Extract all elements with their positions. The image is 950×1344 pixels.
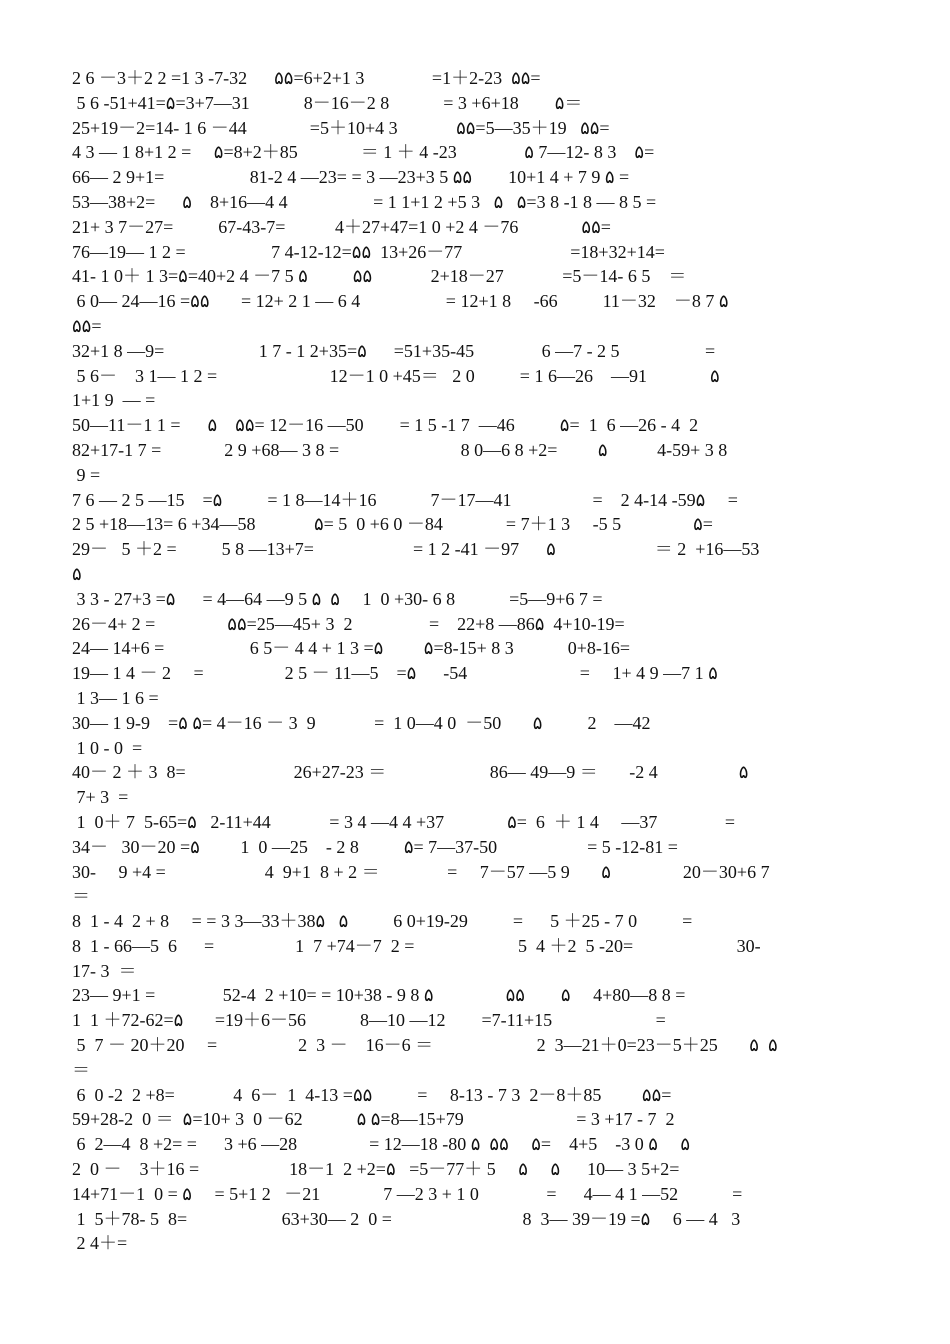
- line: 1 0＋ 7 5-65=۵ 2-11+44 = 3 4 —4 4 +37 ۵= 6 ＋ 1 4 —37 =: [72, 811, 736, 832]
- line: 7+ 3 =: [72, 787, 129, 808]
- line: 1+1 9 — =: [72, 390, 156, 411]
- line: 5 6 -51+41=۵=3+7—31 8－16－2 8 = 3 +6+18 ۵＝: [72, 92, 583, 113]
- line: 76—19— 1 2 = 7 4-12-12=۵۵ 13+26－77 =18+32+14=: [72, 241, 665, 262]
- line: 21+ 3 7－27= 67-43-7= 4＋27+47=1 0 +2 4 －76 ۵۵=: [72, 216, 611, 237]
- line: 8 1 - 66—5 6 = 1 7 +74－7 2 = 5 4 ＋2 5 -20= 30-: [72, 935, 761, 956]
- line: 1 3— 1 6 =: [72, 687, 159, 708]
- line: 2 5 +18—13= 6 +34—58 ۵= 5 0 +6 0 －84 = 7＋1 3 -5 5 ۵=: [72, 514, 713, 535]
- line: 2 0 － 3＋16 = 18－1 2 +2=۵ =5－77＋ 5 ۵ ۵ 10— 3 5+2=: [72, 1159, 680, 1180]
- line: 19— 1 4 － 2 = 2 5 － 11—5 =۵ -54 = 1+ 4 9 —7 1 ۵: [72, 663, 718, 684]
- line: 1 5＋78- 5 8= 63+30— 2 0 = 8 3— 39－19 =۵ 6 — 4 3: [72, 1208, 741, 1229]
- line: 59+28-2 0 ＝ ۵=10+ 3 0 －62 ۵ ۵=8—15+79 = 3 +17 - 7 2: [72, 1109, 675, 1130]
- line: 26－4+ 2 = ۵۵=25—45+ 3 2 = 22+8 —86۵ 4+10-19=: [72, 613, 625, 634]
- line: 8 1 - 4 2 + 8 = = 3 3—33＋38۵ ۵ 6 0+19-29 = 5 ＋25 - 7 0 =: [72, 911, 693, 932]
- line: 14+71－1 0 = ۵ = 5+1 2 －21 7 —2 3 + 1 0 = 4— 4 1 —52 =: [72, 1183, 743, 1204]
- line: 6 0 -2 2 +8= 4 6－ 1 4-13 =۵۵ = 8-13 - 7 3 2－8＋85 ۵۵=: [72, 1084, 672, 1105]
- line: 34－ 30－20 =۵ 1 0 —25 - 2 8 ۵= 7—37-50 = 5 -12-81 =: [72, 836, 678, 857]
- line: 53—38+2= ۵ 8+16—4 4 = 1 1+1 2 +5 3 ۵ ۵=3 8 -1 8 — 8 5 =: [72, 191, 657, 212]
- line: 3 3 - 27+3 =۵ = 4—64 —9 5 ۵ ۵ 1 0 +30- 6 8 =5—9+6 7 =: [72, 588, 603, 609]
- line: 1 1 ＋72-62=۵ =19＋6－56 8—10 —12 =7-11+15 =: [72, 1010, 666, 1031]
- line: 41- 1 0＋ 1 3=۵=40+2 4 －7 5 ۵ ۵۵ 2+18－27 =5－14- 6 5 ＝: [72, 266, 687, 287]
- line: 24— 14+6 = 6 5－ 4 4 + 1 3 =۵ ۵=8-15+ 8 3 0+8-16=: [72, 638, 631, 659]
- line: 32+1 8 —9= 1 7 - 1 2+35=۵ =51+35-45 6 —7 - 2 5 =: [72, 340, 716, 361]
- line: 9 =: [72, 464, 101, 485]
- line: ۵: [72, 563, 82, 584]
- line: 6 2—4 8 +2= = 3 +6 —28 = 12—18 -80 ۵ ۵۵ ۵= 4+5 -3 0 ۵ ۵: [72, 1134, 691, 1155]
- line: 2 6 －3＋2 2 =1 3 -7-32 ۵۵=6+2+1 3 =1＋2-23 ۵۵=: [72, 68, 541, 88]
- line: 25+19－2=14- 1 6 －44 =5＋10+4 3 ۵۵=5—35＋19 ۵۵=: [72, 117, 610, 138]
- line: 1 0 - 0 =: [72, 737, 143, 758]
- line: 29－ 5 ＋2 = 5 8 —13+7= = 1 2 -41 －97 ۵ ＝ 2 +16—53: [72, 539, 760, 560]
- line: 40－ 2 ＋ 3 8= 26+27-23 ＝ 86— 49—9 ＝ -2 4 ۵: [72, 762, 749, 783]
- line: 6 0— 24—16 =۵۵ = 12+ 2 1 — 6 4 = 12+1 8 -66 11－32 －8 7 ۵: [72, 291, 729, 312]
- line: 50—11－1 1 = ۵ ۵۵= 12－16 —50 = 1 5 -1 7 —46 ۵= 1 6 —26 - 4 2: [72, 415, 699, 436]
- line: 5 6－ 3 1— 1 2 = 12－1 0 +45＝ 2 0 = 1 6—26 —91 ۵: [72, 365, 720, 386]
- line: 23— 9+1 = 52-4 2 +10= = 10+38 - 9 8 ۵ ۵۵ ۵ 4+80—8 8 =: [72, 985, 686, 1006]
- line: ＝: [72, 886, 90, 907]
- line: 7 6 — 2 5 —15 =۵ = 1 8—14＋16 7－17—41 = 2 4-14 -59۵ =: [72, 489, 738, 510]
- line: 30- 9 +4 = 4 9+1 8 + 2 ＝ = 7－57 —5 9 ۵ 20－30+6 7: [72, 861, 770, 882]
- line: 82+17-1 7 = 2 9 +68— 3 8 = 8 0—6 8 +2= ۵ 4-59+ 3 8: [72, 439, 728, 460]
- line: 5 7 － 20＋20 = 2 3 － 16－6 ＝ 2 3—21＋0=23－5＋25 ۵ ۵: [72, 1035, 778, 1056]
- line: 30— 1 9-9 =۵ ۵= 4－16 － 3 9 = 1 0—4 0 －50 ۵ 2 —42: [72, 712, 651, 733]
- worksheet-page: [72, 66, 912, 1256]
- line: ＝: [72, 1059, 90, 1080]
- line: 66— 2 9+1= 81-2 4 —23= = 3 —23+3 5 ۵۵ 10+1 4 + 7 9 ۵ =: [72, 167, 630, 188]
- line: 17- 3 ＝: [72, 960, 137, 981]
- line: 2 4＋=: [72, 1233, 128, 1254]
- line: ۵۵=: [72, 315, 102, 336]
- line: 4 3 — 1 8+1 2 = ۵=8+2＋85 ＝ 1 ＋ 4 -23 ۵ 7—12- 8 3 ۵=: [72, 142, 655, 163]
